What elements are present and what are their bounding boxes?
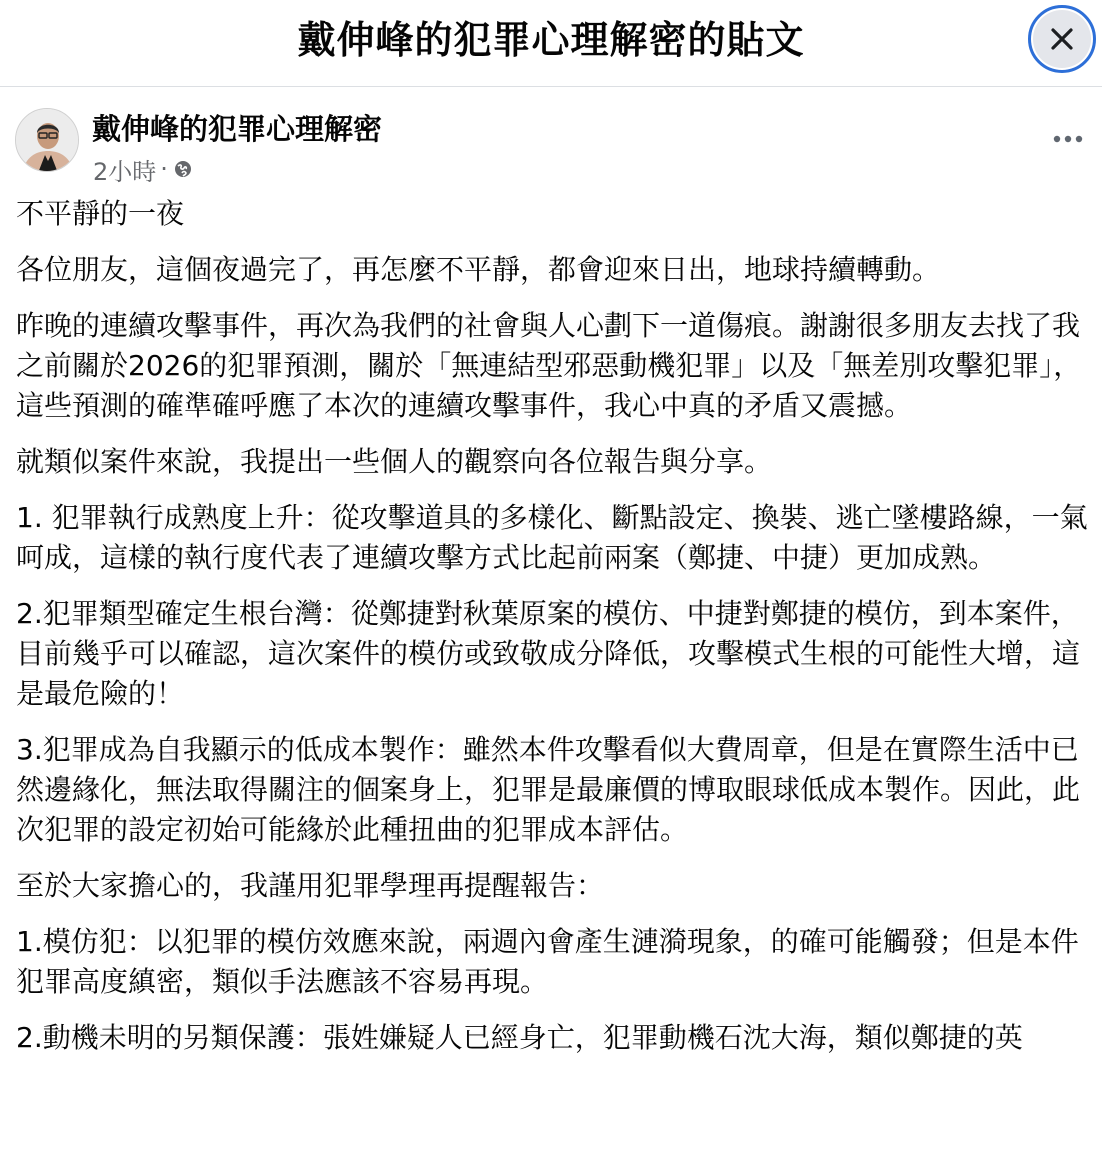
post-paragraph: 1. 犯罪執行成熟度上升：從攻擊道具的多樣化、斷點設定、換裝、逃亡墜樓路線，一氣呵成，這樣的執行度代表了連續攻擊方式比起前兩案（鄭捷、中捷）更加成熟。 <box>16 501 1088 574</box>
dialog-header <box>0 0 1102 87</box>
post-paragraph: 1.模仿犯：以犯罪的模仿效應來說，兩週內會產生漣漪現象，的確可能觸發；但是本件犯罪高度縝密，類似手法應該不容易再現。 <box>16 925 1079 998</box>
meta-separator: · <box>160 155 168 183</box>
post-header <box>0 100 1102 190</box>
more-horizontal-icon <box>1040 124 1096 154</box>
author-name[interactable]: 戴伸峰的犯罪心理解密 <box>92 112 383 146</box>
post-timestamp[interactable]: 2小時 <box>93 157 157 186</box>
post-paragraph: 3.犯罪成為自我顯示的低成本製作：雖然本件攻擊看似大費周章，但是在實際生活中已然邊緣化，無法取得關注的個案身上，犯罪是最廉價的博取眼球低成本製作。因此，此次犯罪的設定初始可能緣於此種扭曲的犯罪成本評估。 <box>16 733 1081 846</box>
post-meta <box>93 152 193 186</box>
post-paragraph: 就類似案件來說，我提出一些個人的觀察向各位報告與分享。 <box>16 445 773 478</box>
post-text <box>16 194 1098 1074</box>
dialog-title: 戴伸峰的犯罪心理解密的貼文 <box>297 18 805 62</box>
avatar-image <box>16 109 79 172</box>
more-options-button[interactable] <box>1040 124 1096 154</box>
post-paragraph: 不平靜的一夜 <box>16 197 185 230</box>
post-paragraph: 至於大家擔心的，我謹用犯罪學理再提醒報告： <box>16 869 605 902</box>
author-avatar[interactable] <box>15 108 79 172</box>
post-paragraph: 各位朋友，這個夜過完了，再怎麼不平靜，都會迎來日出，地球持續轉動。 <box>16 253 941 286</box>
post-paragraph: 2.動機未明的另類保護：張姓嫌疑人已經身亡，犯罪動機石沈大海，類似鄭捷的英 <box>16 1021 1023 1054</box>
post-paragraph: 2.犯罪類型確定生根台灣：從鄭捷對秋葉原案的模仿、中捷對鄭捷的模仿，到本案件，目前幾乎可以確認，這次案件的模仿或致敬成分降低，攻擊模式生根的可能性大增，這是最危險的！ <box>16 597 1081 710</box>
close-button[interactable] <box>1028 5 1096 73</box>
close-icon <box>1050 27 1074 51</box>
post-paragraph: 昨晚的連續攻擊事件，再次為我們的社會與人心劃下一道傷痕。謝謝很多朋友去找了我之前關於2026的犯罪預測，關於「無連結型邪惡動機犯罪」以及「無差別攻擊犯罪」，這些預測的確準確呼應了本次的連續攻擊事件，我心中真的矛盾又震撼。 <box>16 309 1082 422</box>
globe-icon <box>173 159 193 179</box>
